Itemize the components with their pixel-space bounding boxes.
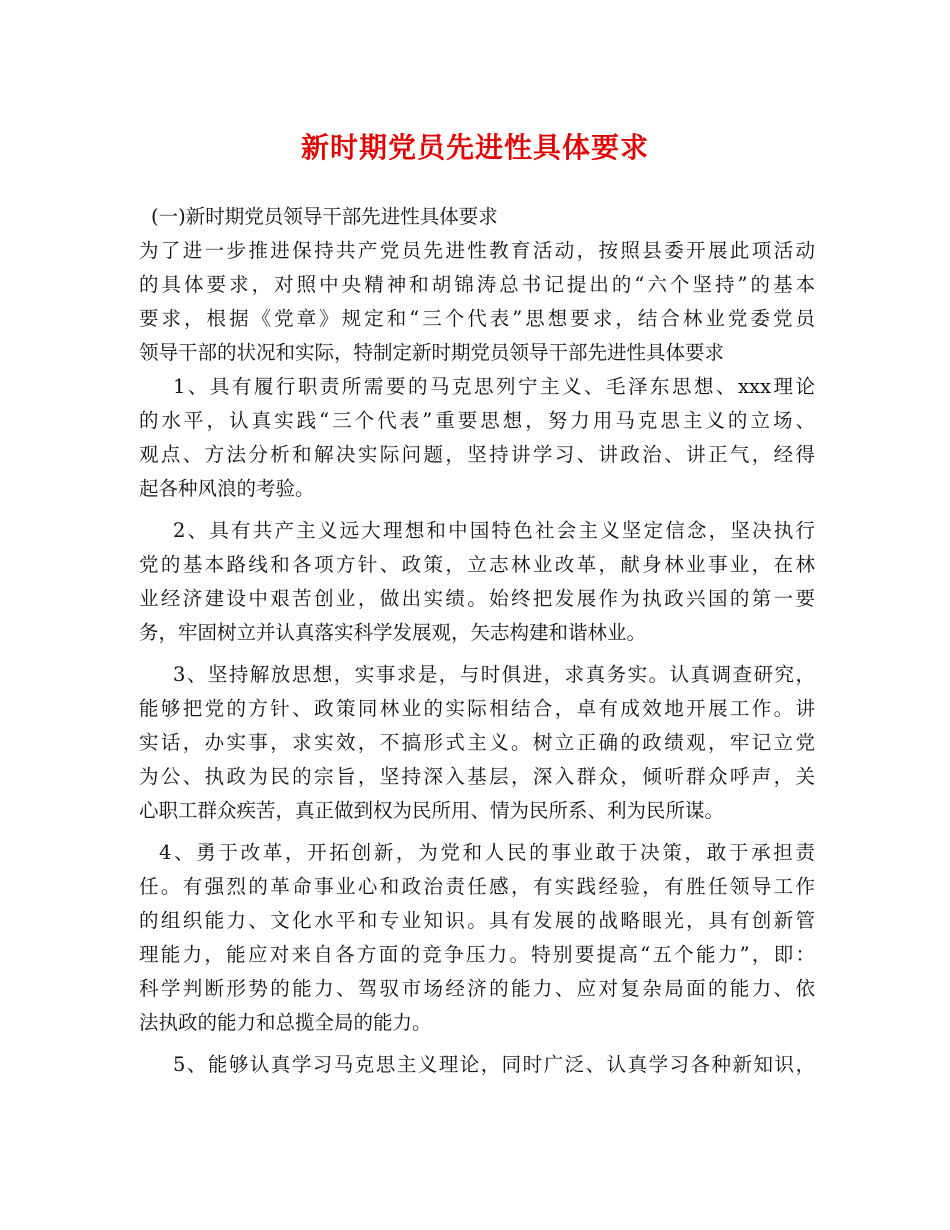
text-line: 起各种风浪的考验。	[139, 477, 315, 500]
text-line: 党的基本路线和各项方针、政策，立志林业改革，献身林业事业，在林	[139, 553, 815, 576]
text-line: 业经济建设中艰苦创业，做出实绩。始终把发展作为执政兴国的第一要	[139, 587, 815, 610]
text-line: 的水平，认真实践“三个代表”重要思想，努力用马克思主义的立场、	[139, 409, 815, 432]
text-line: 实话，办实事，求实效，不搞形式主义。树立正确的政绩观，牢记立党	[139, 731, 815, 754]
text-line: 3、坚持解放思想，实事求是，与时俱进，求真务实。认真调查研究，	[173, 663, 815, 686]
text-line: 1、具有履行职责所需要的马克思列宁主义、毛泽东思想、xxx理论	[173, 375, 815, 398]
document-body	[139, 200, 815, 1082]
text-line: 为公、执政为民的宗旨，坚持深入基层，深入群众，倾听群众呼声，关	[139, 765, 815, 788]
text-line: 观点、方法分析和解决实际问题，坚持讲学习、讲政治、讲正气，经得	[139, 443, 815, 466]
text-line: 务，牢固树立并认真落实科学发展观，矢志构建和谐林业。	[139, 621, 647, 644]
text-line: 为了进一步推进保持共产党员先进性教育活动，按照县委开展此项活动	[139, 239, 815, 262]
text-line: (一)新时期党员领导干部先进性具体要求	[151, 205, 498, 228]
text-line: 要求，根据《党章》规定和“三个代表”思想要求，结合林业党委党员	[139, 307, 815, 330]
document-title: 新时期党员先进性具体要求	[300, 131, 649, 164]
text-line: 任。有强烈的革命事业心和政治责任感，有实践经验，有胜任领导工作	[139, 875, 815, 898]
text-line: 4、勇于改革，开拓创新，为党和人民的事业敢于决策，敢于承担责	[159, 841, 815, 864]
text-line: 领导干部的状况和实际，特制定新时期党员领导干部先进性具体要求	[139, 341, 725, 364]
text-line: 的具体要求，对照中央精神和胡锦涛总书记提出的“六个坚持”的基本	[139, 273, 815, 296]
text-line: 能够把党的方针、政策同林业的实际相结合，卓有成效地开展工作。讲	[139, 697, 815, 720]
text-line: 法执政的能力和总揽全局的能力。	[139, 1011, 432, 1034]
text-line: 5、能够认真学习马克思主义理论，同时广泛、认真学习各种新知识，	[173, 1053, 815, 1076]
text-line: 2、具有共产主义远大理想和中国特色社会主义坚定信念，坚决执行	[173, 519, 815, 542]
text-line: 理能力，能应对来自各方面的竞争压力。特别要提高“五个能力”，即：	[139, 943, 815, 966]
text-line: 的组织能力、文化水平和专业知识。具有发展的战略眼光，具有创新管	[139, 909, 815, 932]
text-line: 心职工群众疾苦，真正做到权为民所用、情为民所系、利为民所谋。	[139, 799, 725, 822]
text-line: 科学判断形势的能力、驾驭市场经济的能力、应对复杂局面的能力、依	[139, 977, 815, 1000]
